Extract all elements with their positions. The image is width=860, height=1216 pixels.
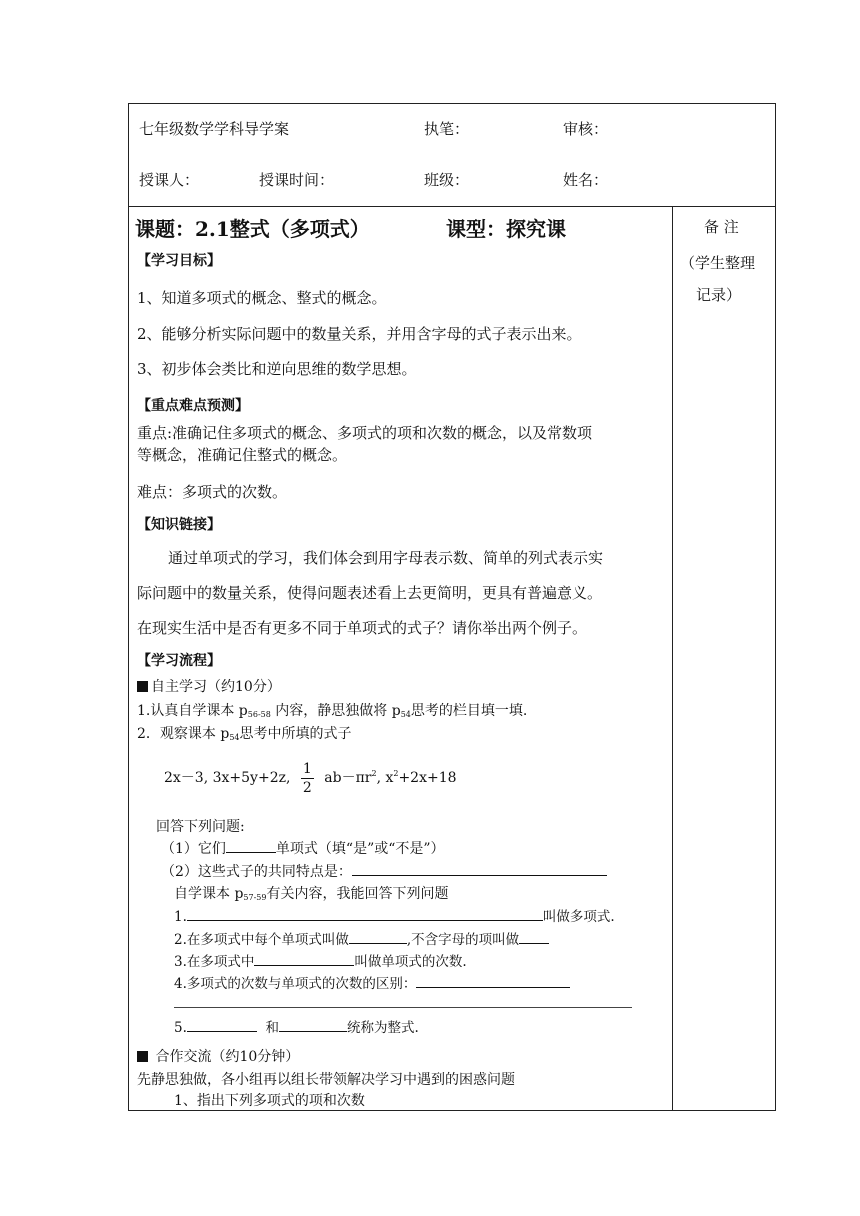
table-header-divider xyxy=(128,206,776,207)
link-heading: 【知识链接】 xyxy=(137,517,221,533)
blank-f2a xyxy=(349,929,407,944)
lesson-type: 课型：探究课 xyxy=(446,217,566,241)
read-textbook-line: 自学课本 $p_{57-59}$有关内容，我能回答下列问题 xyxy=(174,886,449,902)
class-label: 班级： xyxy=(424,171,470,189)
document-title: 七年级数学学科导学案 xyxy=(139,120,290,138)
lesson-title: 课题：2.1整式（多项式） xyxy=(135,217,370,241)
keypoints-heading: 【重点难点预测】 xyxy=(137,398,249,414)
expression-list: 2x－3, 3x+5y+2z, $\frac{1}{2}$ $ab-\pi r^2$, $x^2+2x+18$ xyxy=(164,760,457,796)
question-1: （1）它们 单项式（填“是”或“不是”） xyxy=(161,838,445,858)
cooperation-task-1: 1、指出下列多项式的项和次数 xyxy=(174,1093,365,1109)
goals-heading: 【学习目标】 xyxy=(137,253,221,269)
notes-hint-line2: 记录） xyxy=(696,286,742,304)
fill-item-1: 1. 叫做多项式. xyxy=(174,905,615,925)
link-line-1: 通过单项式的学习，我们体会到用字母表示数、简单的列式表示实 xyxy=(168,549,604,567)
goal-item-3: 3、初步体会类比和逆向思维的数学思想。 xyxy=(137,360,417,378)
fill-item-4: 4.多项式的次数与单项式的次数的区别： xyxy=(174,972,570,992)
student-name-label: 姓名： xyxy=(563,171,609,189)
notes-column-divider xyxy=(672,206,673,1111)
table-left-border xyxy=(128,103,129,1111)
table-right-border xyxy=(775,103,776,1111)
blank-q1 xyxy=(226,838,276,853)
blank-f3 xyxy=(254,951,354,966)
square-bullet-icon xyxy=(137,681,148,692)
table-bottom-border xyxy=(128,1110,776,1111)
notes-hint-line1: （学生整理 xyxy=(680,254,756,272)
notes-title: 备 注 xyxy=(704,218,739,236)
fraction-one-half: $\frac{1}{2}$ xyxy=(302,760,312,796)
self-study-heading: 自主学习（约10分） xyxy=(137,676,281,696)
keypoint-line-2: 等概念，准确记住整式的概念。 xyxy=(137,446,348,464)
reviewer-label: 审核： xyxy=(563,120,609,138)
lecture-time-label: 授课时间： xyxy=(259,171,335,189)
keypoint-line-1: 重点:准确记住多项式的概念、多项式的项和次数的概念，以及常数项 xyxy=(137,424,593,442)
blank-f4 xyxy=(416,973,570,988)
blank-f5a xyxy=(187,1017,257,1032)
square-bullet-icon xyxy=(137,1051,148,1062)
goal-item-1: 1、知道多项式的概念、整式的概念。 xyxy=(137,289,387,307)
blank-q2 xyxy=(352,861,607,876)
blank-f5b xyxy=(279,1017,347,1032)
fill-item-2: 2.在多项式中每个单项式叫做 ,不含字母的项叫做 xyxy=(174,928,549,948)
fill-item-5: 5. 和 统称为整式. xyxy=(174,1016,419,1036)
self-study-step-1: 1.认真自学课本 $p_{56-58}$ 内容，静思独做将 $p_{54}$思考的栏目填一填. xyxy=(137,703,528,719)
goal-item-2: 2、能够分析实际问题中的数量关系，并用含字母的式子表示出来。 xyxy=(137,325,582,343)
cooperation-heading: 合作交流（约10分钟） xyxy=(137,1046,299,1066)
writer-label: 执笔： xyxy=(424,120,470,138)
difficulty-line: 难点：多项式的次数。 xyxy=(137,483,288,501)
cooperation-instruction: 先静思独做，各小组再以组长带领解决学习中遇到的困惑问题 xyxy=(137,1072,515,1088)
blank-f1 xyxy=(187,906,543,921)
lecturer-label: 授课人： xyxy=(139,171,200,189)
blank-f4-continuation xyxy=(174,1007,632,1008)
process-heading: 【学习流程】 xyxy=(137,653,221,669)
self-study-step-2: 2．观察课本 $p_{54}$思考中所填的式子 xyxy=(137,726,352,742)
question-2: （2）这些式子的共同特点是： xyxy=(161,861,607,881)
link-line-3: 在现实生活中是否有更多不同于单项式的式子？请你举出两个例子。 xyxy=(137,619,588,637)
blank-f2b xyxy=(519,929,549,944)
link-line-2: 际问题中的数量关系，使得问题表述看上去更简明，更具有普遍意义。 xyxy=(137,584,603,602)
answer-prompt: 回答下列问题: xyxy=(156,819,245,835)
fill-item-3: 3.在多项式中 叫做单项式的次数. xyxy=(174,950,467,970)
table-top-border xyxy=(128,103,776,104)
